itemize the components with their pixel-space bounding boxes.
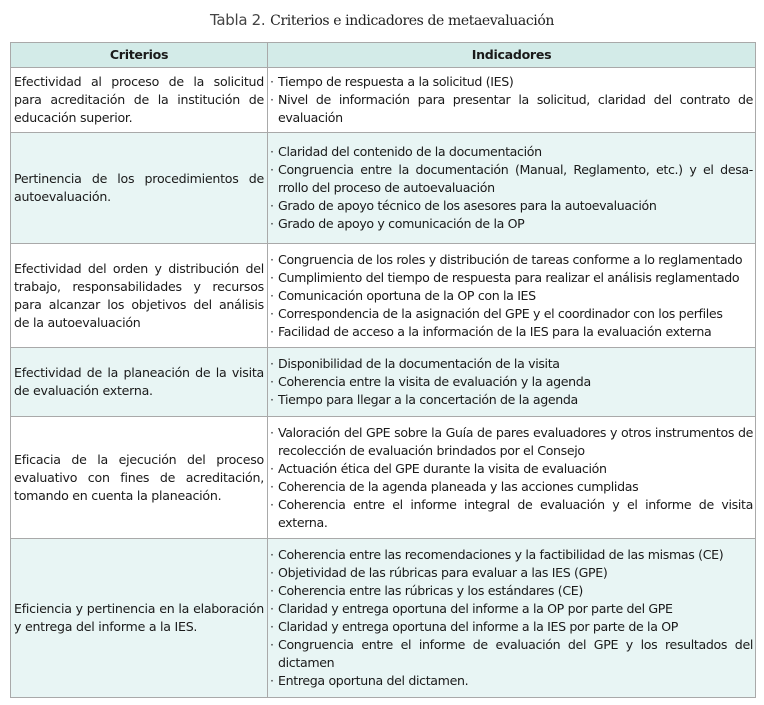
indicator-item: · Coherencia entre el informe integral de evaluación y el informe de visita externa. [270, 496, 753, 532]
indicator-list [270, 546, 753, 690]
indicator-item: · Correspondencia de la asignación del GPE y el coordinador con los perfiles [270, 305, 753, 323]
indicator-list [270, 251, 753, 341]
table-row [11, 68, 756, 133]
indicator-item: · Objetividad de las rúbricas para evaluar a las IES (GPE) [270, 564, 753, 582]
criterio-cell: Efectividad al proceso de la solicitud para acreditación de la institución de educación superior. [11, 68, 268, 133]
indicator-item: · Coherencia de la agenda planeada y las acciones cumplidas [270, 478, 753, 496]
indicator-item: · Coherencia entre las recomendaciones y la factibilidad de las mismas (CE) [270, 546, 753, 564]
indicator-item: · Claridad del contenido de la documentación [270, 143, 753, 161]
table-row [11, 539, 756, 698]
criteria-indicators-table [10, 42, 756, 698]
indicadores-cell [268, 68, 756, 133]
table-row [11, 417, 756, 539]
criterio-cell: Efectividad de la planeación de la visita de evaluación externa. [11, 348, 268, 417]
caption-label: Tabla 2. [209, 11, 266, 29]
caption-title: Criterios e indicadores de metaevaluación [270, 13, 555, 29]
criterio-cell: Eficiencia y pertinencia en la elaboración y entrega del informe a la IES. [11, 539, 268, 698]
header-indicadores: Indicadores [268, 43, 756, 68]
indicator-item: · Comunicación oportuna de la OP con la IES [270, 287, 753, 305]
indicator-item: · Coherencia entre las rúbricas y los estándares (CE) [270, 582, 753, 600]
indicator-item: · Nivel de información para presentar la solicitud, claridad del contrato de evaluación [270, 91, 753, 127]
indicator-item: · Valoración del GPE sobre la Guía de pares evaluadores y otros instrumentos de recolección de evaluación brindados por el Consejo [270, 424, 753, 460]
indicator-item: · Tiempo de respuesta a la solicitud (IES) [270, 73, 753, 91]
indicator-item: · Congruencia de los roles y distribución de tareas conforme a lo reglamentado [270, 251, 753, 269]
criterio-cell: Efectividad del orden y distribución del trabajo, responsabilidades y recursos para alcanzar los objetivos del análisis de la autoevaluación [11, 244, 268, 348]
indicator-item: · Congruencia entre la documentación (Manual, Reglamento, etc.) y el desa-rrollo del proceso de autoevaluación [270, 161, 753, 197]
criterio-cell: Eficacia de la ejecución del proceso evaluativo con fines de acreditación, tomando en cuenta la planeación. [11, 417, 268, 539]
criterio-cell: Pertinencia de los procedimientos de autoevaluación. [11, 133, 268, 244]
indicator-item: · Grado de apoyo técnico de los asesores para la autoevaluación [270, 197, 753, 215]
table-row [11, 348, 756, 417]
table-header-row [11, 43, 756, 68]
indicadores-cell [268, 133, 756, 244]
header-criterios: Criterios [11, 43, 268, 68]
indicator-item: · Actuación ética del GPE durante la visita de evaluación [270, 460, 753, 478]
indicadores-cell [268, 244, 756, 348]
indicator-list [270, 424, 753, 532]
indicator-item: · Grado de apoyo y comunicación de la OP [270, 215, 753, 233]
indicator-item: · Entrega oportuna del dictamen. [270, 672, 753, 690]
indicadores-cell [268, 348, 756, 417]
table-row [11, 133, 756, 244]
table-caption [0, 9, 764, 32]
indicadores-cell [268, 539, 756, 698]
indicator-item: · Coherencia entre la visita de evaluación y la agenda [270, 373, 753, 391]
indicator-item: · Disponibilidad de la documentación de la visita [270, 355, 753, 373]
indicadores-cell [268, 417, 756, 539]
indicator-item: · Congruencia entre el informe de evaluación del GPE y los resultados del dictamen [270, 636, 753, 672]
indicator-item: · Cumplimiento del tiempo de respuesta para realizar el análisis reglamentado [270, 269, 753, 287]
indicator-item: · Facilidad de acceso a la información de la IES para la evaluación externa [270, 323, 753, 341]
indicator-list [270, 143, 753, 233]
table-row [11, 244, 756, 348]
indicator-list [270, 355, 753, 409]
indicator-item: · Claridad y entrega oportuna del informe a la OP por parte del GPE [270, 600, 753, 618]
indicator-item: · Tiempo para llegar a la concertación de la agenda [270, 391, 753, 409]
indicator-list [270, 73, 753, 127]
indicator-item: · Claridad y entrega oportuna del informe a la IES por parte de la OP [270, 618, 753, 636]
